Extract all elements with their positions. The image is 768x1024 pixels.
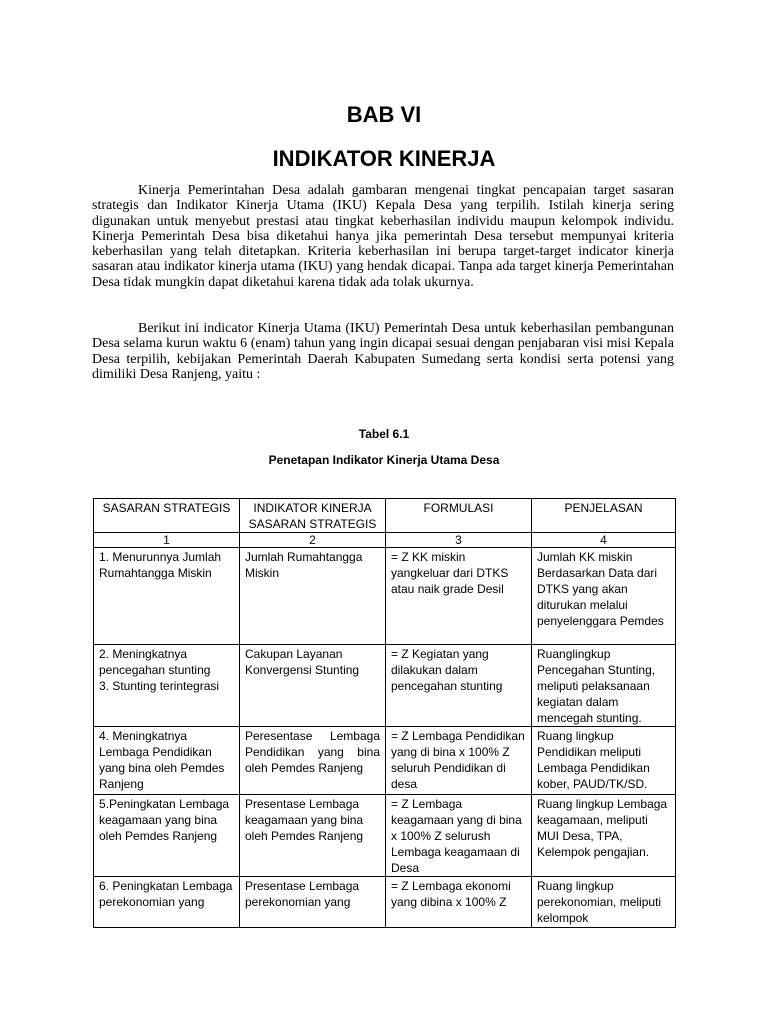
- table-header-row: [94, 499, 676, 533]
- table-row: [94, 727, 676, 795]
- cell-sasaran: 6. Peningkatan Lembaga perekonomian yang: [94, 877, 240, 928]
- cell-formulasi: = Z Lembaga ekonomi yang dibina x 100% Z: [386, 877, 532, 928]
- header-formulasi: FORMULASI: [386, 499, 532, 533]
- cell-formulasi: = Z Kegiatan yang dilakukan dalam pencegahan stunting: [386, 645, 532, 727]
- table-title: Penetapan Indikator Kinerja Utama Desa: [268, 453, 500, 467]
- header-sasaran-strategis: SASARAN STRATEGIS: [94, 499, 240, 533]
- cell-penjelasan: Ruang lingkup Lembaga keagamaan, meliputi MUI Desa, TPA, Kelempok pengajian.: [532, 795, 676, 877]
- cell-sasaran: 1. Menurunnya Jumlah Rumahtangga Miskin: [94, 548, 240, 645]
- chapter-title: INDIKATOR KINERJA: [272, 146, 496, 171]
- table-row: [94, 795, 676, 877]
- cell-indikator: Peresentase Lembaga Pendidikan yang bina oleh Pemdes Ranjeng: [240, 727, 386, 795]
- table-row: [94, 877, 676, 928]
- chapter-number: BAB VI: [346, 102, 422, 127]
- table-row: [94, 645, 676, 727]
- cell-sasaran: 4. Meningkatnya Lembaga Pendidikan yang bina oleh Pemdes Ranjeng: [94, 727, 240, 795]
- cell-formulasi: = Z Lembaga Pendidikan yang di bina x 100% Z seluruh Pendidikan di desa: [386, 727, 532, 795]
- cell-formulasi: = Z KK miskin yangkeluar dari DTKS atau naik grade Desil: [386, 548, 532, 645]
- column-number: 1: [94, 533, 240, 548]
- table-number: Tabel 6.1: [358, 427, 410, 441]
- column-number: 4: [532, 533, 676, 548]
- cell-formulasi: = Z Lembaga keagamaan yang di bina x 100% Z selurush Lembaga keagamaan di Desa: [386, 795, 532, 877]
- table-row: [94, 548, 676, 645]
- cell-indikator: Presentase Lembaga perekonomian yang: [240, 877, 386, 928]
- header-penjelasan: PENJELASAN: [532, 499, 676, 533]
- header-indikator-kinerja: INDIKATOR KINERJA SASARAN STRATEGIS: [240, 499, 386, 533]
- cell-indikator: Jumlah Rumahtangga Miskin: [240, 548, 386, 645]
- cell-penjelasan: Jumlah KK miskin Berdasarkan Data dari DTKS yang akan diturukan melalui penyelenggara Pemdes: [532, 548, 676, 645]
- cell-indikator: Cakupan Layanan Konvergensi Stunting: [240, 645, 386, 727]
- paragraph-iku: Berikut ini indicator Kinerja Utama (IKU) Pemerintah Desa untuk keberhasilan pembangunan Desa selama kurun waktu 6 (enam) tahun yang ingin dicapai sesuai dengan penjabaran visi misi Kepala Desa terpilih, kebijakan Pemerintah Daerah Kabupaten Sumedang serta kondisi serta potensi yang dimiliki Desa Ranjeng, yaitu :: [92, 321, 674, 382]
- cell-sasaran: 2. Meningkatnya pencegahan stunting 3. Stunting terintegrasi: [94, 645, 240, 727]
- cell-sasaran: 5.Peningkatan Lembaga keagamaan yang bina oleh Pemdes Ranjeng: [94, 795, 240, 877]
- column-number: 3: [386, 533, 532, 548]
- cell-indikator: Presentase Lembaga keagamaan yang bina oleh Pemdes Ranjeng: [240, 795, 386, 877]
- kpi-table: [93, 498, 676, 928]
- paragraph-intro: Kinerja Pemerintahan Desa adalah gambaran mengenai tingkat pencapaian target sasaran strategis dan Indikator Kinerja Utama (IKU) Kepala Desa yang terpilih. Istilah kinerja sering digunakan untuk menyebut prestasi atau tingkat keberhasilan individu maupun kelompok individu. Kinerja Pemerintah Desa bisa diketahui hanya jika pemerintah Desa tersebut mempunyai kriteria keberhasilan yang telah ditetapkan. Kriteria keberhasilan ini berupa target-target indicator kinerja sasaran atau indikator kinerja utama (IKU) yang hendak dicapai. Tanpa ada target kinerja Pemerintahan Desa tidak mungkin dapat diketahui karena tidak ada tolak ukurnya.: [92, 183, 674, 290]
- column-number: 2: [240, 533, 386, 548]
- cell-penjelasan: Ruanglingkup Pencegahan Stunting, meliputi pelaksanaan kegiatan dalam mencegah stunting.: [532, 645, 676, 727]
- cell-penjelasan: Ruang lingkup Pendidikan meliputi Lembaga Pendidikan kober, PAUD/TK/SD.: [532, 727, 676, 795]
- cell-penjelasan: Ruang lingkup perekonomian, meliputi kelompok: [532, 877, 676, 928]
- column-number-row: [94, 533, 676, 548]
